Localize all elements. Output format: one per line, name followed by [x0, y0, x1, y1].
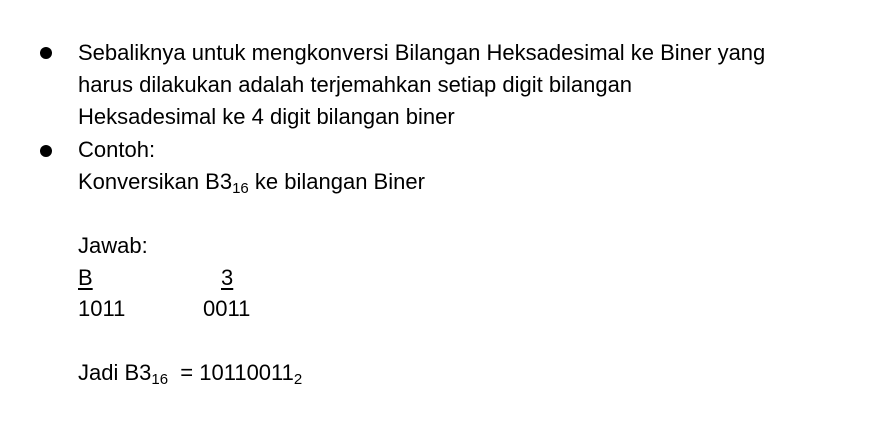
result-value: = 10110011 [168, 360, 294, 385]
result-base-in: 16 [151, 371, 169, 388]
question-base: 16 [232, 180, 249, 197]
binary-group: 1011 [78, 296, 126, 321]
question-prefix: Konversikan B3 [78, 169, 233, 194]
hex-digit: B [78, 265, 93, 290]
result-prefix: Jadi B3 [78, 360, 152, 385]
result-base-out: 2 [293, 371, 303, 388]
bullet-1-line-3: Heksadesimal ke 4 digit bilangan biner [78, 104, 455, 129]
question-suffix: ke bilangan Biner [248, 169, 425, 194]
bullet-dot [40, 145, 52, 157]
binary-group: 0011 [203, 296, 251, 321]
bullet-dot [40, 47, 52, 59]
answer-label: Jawab: [78, 233, 148, 258]
bullet-2-label: Contoh: [78, 137, 156, 162]
result-line [78, 357, 302, 389]
example-question [78, 166, 425, 198]
hex-digit: 3 [221, 265, 234, 290]
bullet-1-line-1: Sebaliknya untuk mengkonversi Bilangan Heksadesimal ke Biner yang [78, 40, 766, 65]
bullet-1-line-2: harus dilakukan adalah terjemahkan setiap digit bilangan [78, 72, 633, 97]
